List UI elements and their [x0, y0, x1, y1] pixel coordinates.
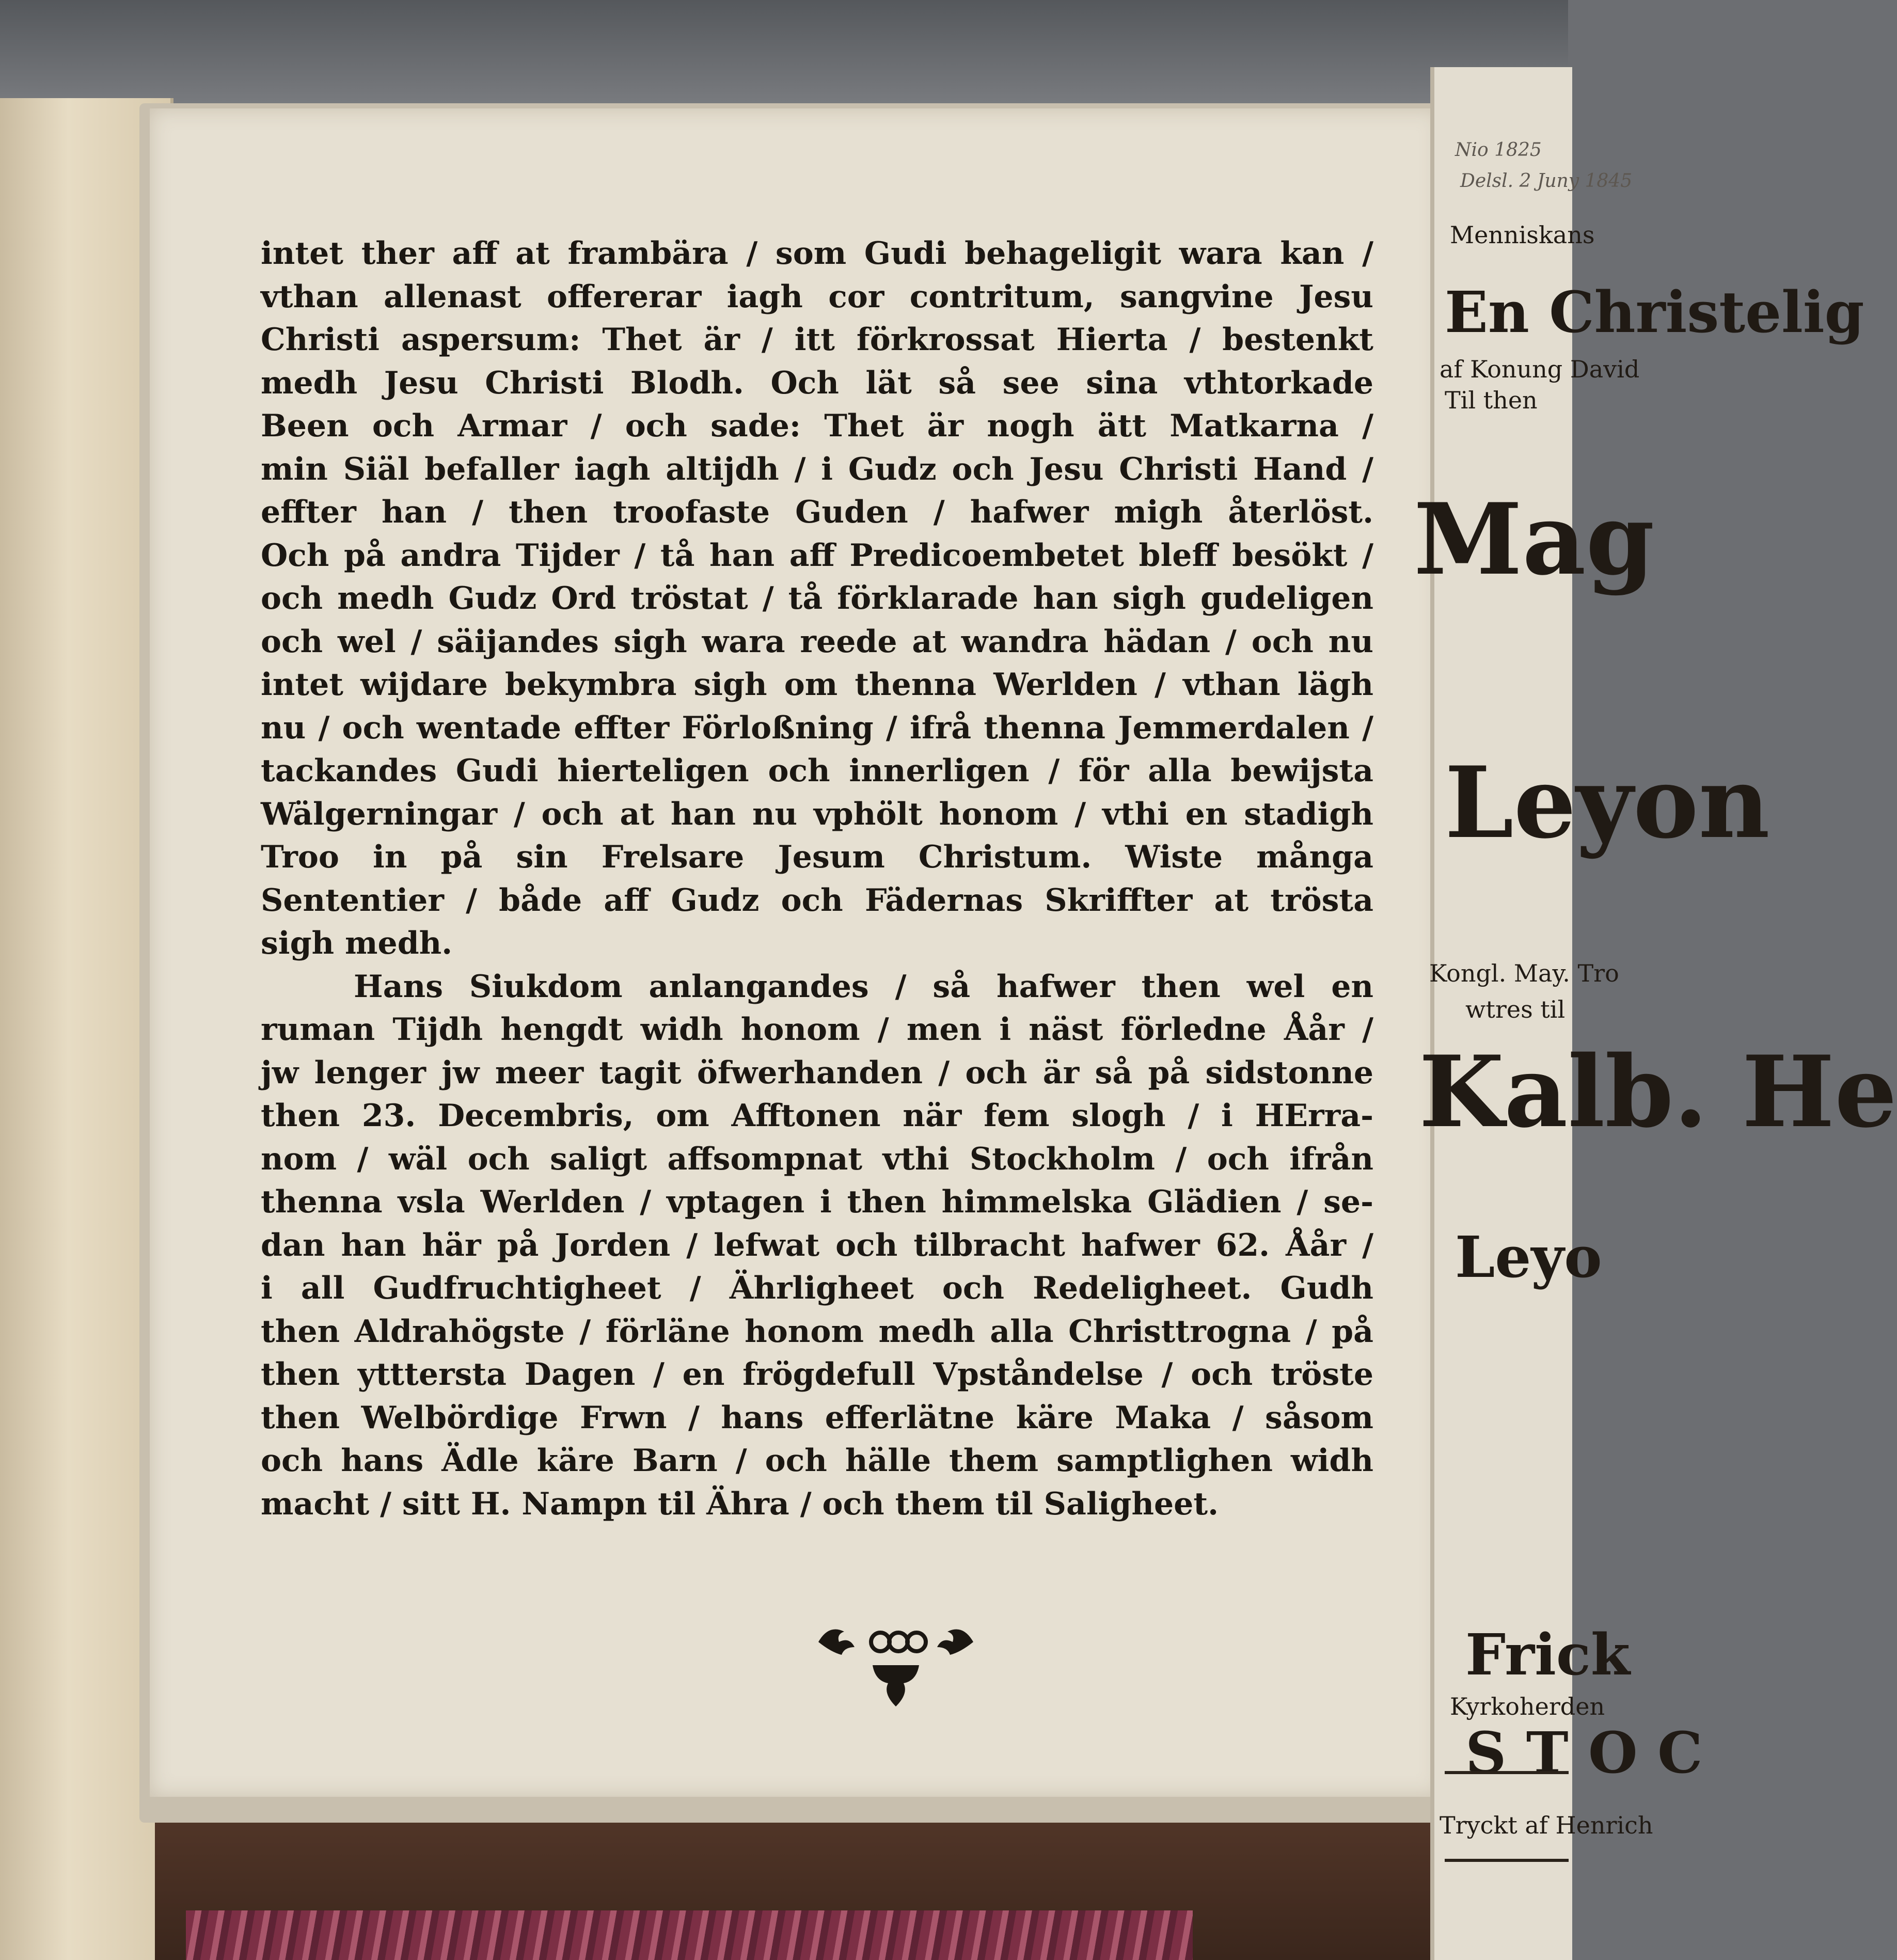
- text-line: min Siäl befaller iagh altijdh / i Gudz och Jesu Christi Hand /: [261, 451, 1373, 487]
- facing-page-line: Frick: [1465, 1621, 1631, 1688]
- facing-page-line: Til then: [1445, 386, 1538, 414]
- text-line: thenna vsla Werlden / vptagen i then himmelska Glädien / se-: [261, 1184, 1373, 1220]
- text-line: Been och Armar / och sade: Thet är nogh ätt Matkarna /: [261, 408, 1373, 444]
- text-line: Troo in på sin Frelsare Jesum Christum. Wiste många: [261, 839, 1373, 875]
- facing-page-line: Mag: [1414, 482, 1655, 597]
- text-line: then ytttersta Dagen / en frögdefull Vpståndelse / och tröste: [261, 1356, 1373, 1393]
- text-line: medh Jesu Christi Blodh. Och lät så see sina vthtorkade: [261, 365, 1373, 401]
- text-line: sigh medh.: [261, 925, 453, 961]
- text-line: then Aldrahögste / förläne honom medh alla Christtrogna / på: [261, 1313, 1373, 1350]
- text-line: och medh Gudz Ord tröstat / tå förklarade han sigh gudeligen: [261, 580, 1373, 617]
- text-line: Sententier / både aff Gudz och Fädernas Skriffter at trösta: [261, 882, 1373, 919]
- text-line: jw lenger jw meer tagit öfwerhanden / och är så på sidstonne: [261, 1054, 1373, 1091]
- text-line: vthan allenast offererar iagh cor contritum, sangvine Jesu: [261, 278, 1373, 315]
- printer-ornament-icon: [813, 1614, 978, 1712]
- text-line: intet wijdare bekymbra sigh om thenna Werlden / vthan lägh: [261, 667, 1373, 703]
- facing-page-line: wtres til: [1465, 995, 1566, 1023]
- text-line: Hans Siukdom anlangandes / så hafwer then wel en: [354, 968, 1373, 1005]
- handwritten-note: Nio 1825: [1455, 139, 1542, 161]
- text-line: effter han / then troofaste Guden / hafwer migh återlöst.: [261, 494, 1373, 530]
- facing-page-line: Leyon: [1445, 745, 1770, 860]
- facing-page-line: Tryckt af Henrich: [1440, 1811, 1653, 1839]
- text-line: then 23. Decembris, om Afftonen när fem slogh / i HErra-: [261, 1098, 1373, 1134]
- text-line: then Welbördige Frwn / hans efferlätne käre Maka / såsom: [261, 1399, 1373, 1436]
- facing-page-rule: [1445, 1771, 1569, 1774]
- background-top: [0, 0, 1568, 108]
- facing-page-rule: [1445, 1859, 1569, 1862]
- facing-page-line: Kyrkoherden: [1450, 1693, 1605, 1720]
- text-line: Christi aspersum: Thet är / itt förkrossat Hierta / bestenkt: [261, 322, 1373, 358]
- text-line: och hans Ädle käre Barn / och hälle them samptlighen widh: [261, 1443, 1373, 1479]
- facing-page-line: En Christelig: [1445, 279, 1864, 345]
- text-line: nu / och wentade effter Förloßning / ifrå thenna Jemmerdalen /: [261, 709, 1373, 746]
- text-line: nom / wäl och saligt affsompnat vthi Stockholm / och ifrån: [261, 1141, 1373, 1177]
- text-line: tackandes Gudi hierteligen och innerligen / för alla bewijsta: [261, 753, 1373, 789]
- page-text: [261, 232, 1373, 1526]
- handwritten-note: Delsl. 2 Juny 1845: [1460, 170, 1633, 192]
- marbled-edge: [186, 1910, 1193, 1960]
- text-line: i all Gudfruchtigheet / Ährligheet och Redeligheet. Gudh: [261, 1270, 1373, 1306]
- text-line: och wel / säijandes sigh wara reede at wandra hädan / och nu: [261, 623, 1373, 660]
- text-line: intet ther aff at frambära / som Gudi behageligit wara kan /: [261, 235, 1373, 272]
- text-line: Och på andra Tijder / tå han aff Predicoembetet bleff besökt /: [261, 537, 1373, 574]
- facing-page-line: S T O C: [1465, 1719, 1703, 1786]
- facing-page-line: Kongl. May. Tro: [1429, 959, 1619, 987]
- facing-page-line: af Konung David: [1440, 355, 1640, 383]
- text-line: dan han här på Jorden / lefwat och tilbracht hafwer 62. Åår /: [261, 1227, 1373, 1263]
- facing-page-line: Leyo: [1455, 1224, 1602, 1290]
- text-line: macht / sitt H. Nampn til Ähra / och them til Saligheet.: [261, 1485, 1219, 1522]
- facing-page-line: Kalb. He: [1419, 1034, 1897, 1149]
- text-line: ruman Tijdh hengdt widh honom / men i näst förledne Åår /: [261, 1011, 1373, 1048]
- facing-page: [1414, 67, 1897, 1960]
- text-line: Wälgerningar / och at han nu vphölt honom / vthi en stadigh: [261, 796, 1373, 832]
- facing-page-line: Menniskans: [1450, 221, 1595, 249]
